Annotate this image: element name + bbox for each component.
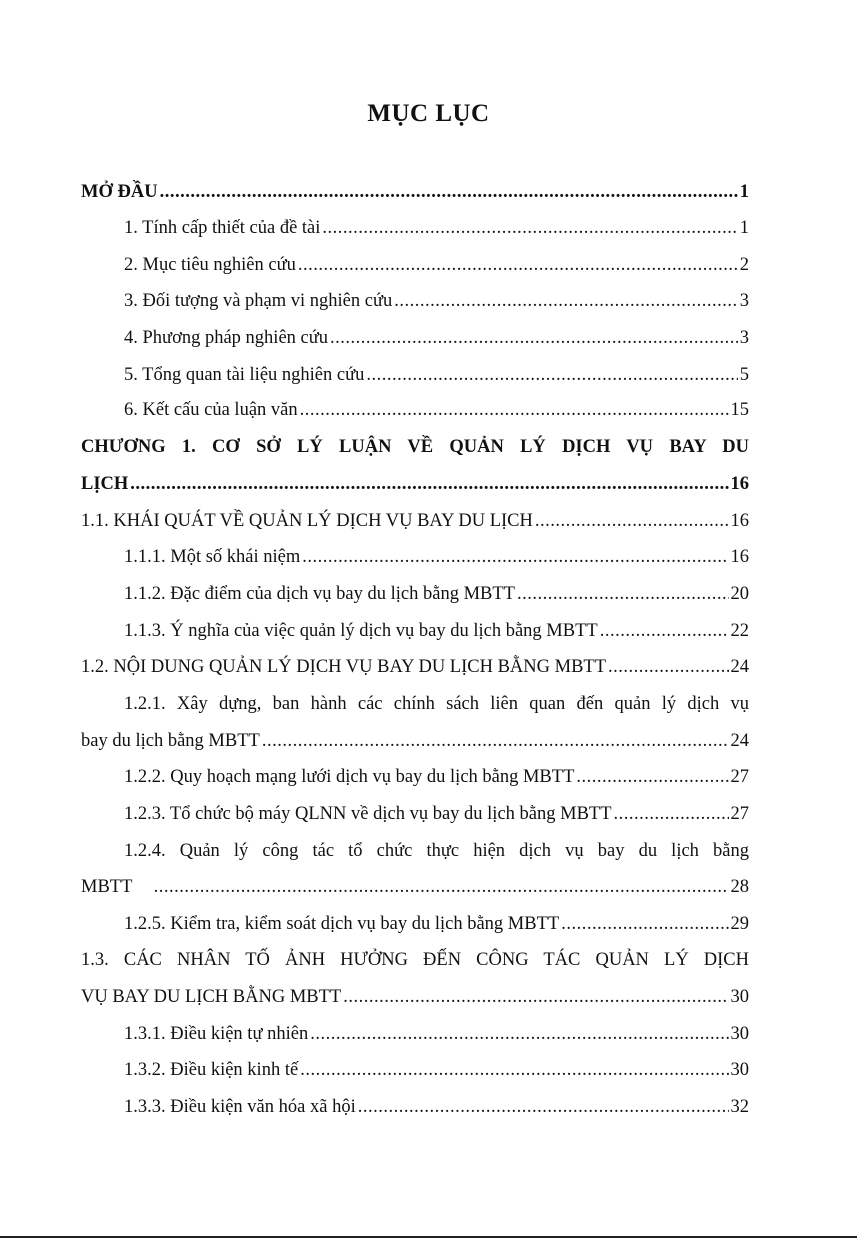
toc-entry-label: 1.3.2. Điều kiện kinh tế (124, 1060, 299, 1080)
toc-chapter-heading-line1[interactable]: CHƯƠNG 1. CƠ SỞ LÝ LUẬN VỀ QUẢN LÝ DỊCH VỤ BAY DU (81, 437, 749, 457)
toc-entry-page: 16 (730, 511, 749, 531)
toc-entry-page: 27 (730, 804, 749, 824)
dot-leader (262, 729, 729, 753)
toc-entry[interactable] (81, 765, 749, 789)
page-title: MỤC LỤC (367, 100, 490, 127)
toc-entry[interactable] (81, 545, 749, 569)
toc-entry[interactable] (81, 289, 749, 313)
toc-entry-label: 4. Phương pháp nghiên cứu (124, 328, 329, 348)
dot-leader (358, 1095, 729, 1119)
dot-leader (322, 216, 737, 240)
toc-entry-page: 30 (730, 1024, 749, 1044)
toc-entry-page: 22 (730, 621, 749, 641)
toc-entry-label: 1.2. NỘI DUNG QUẢN LÝ DỊCH VỤ BAY DU LỊCH BẰNG MBTT (81, 657, 607, 677)
toc-entry-page: 20 (730, 584, 749, 604)
toc-entry[interactable] (81, 619, 749, 643)
toc-entry-page: 3 (739, 291, 749, 311)
toc-entry-page: 15 (730, 400, 749, 420)
toc-entry-page: 30 (730, 987, 749, 1007)
toc-entry[interactable] (81, 398, 749, 422)
toc-entry-page: 27 (730, 767, 749, 787)
toc-entry-label: 1.1.2. Đặc điểm của dịch vụ bay du lịch bằng MBTT (124, 584, 515, 604)
toc-entry-line1[interactable]: 1.2.1. Xây dựng, ban hành các chính sách liên quan đến quản lý dịch vụ (124, 694, 749, 714)
toc-entry[interactable] (81, 802, 749, 826)
dot-leader (600, 619, 729, 643)
toc-entry-mo-dau[interactable] (81, 180, 749, 204)
toc-entry[interactable] (81, 582, 749, 606)
toc-entry-line1[interactable]: 1.2.4. Quản lý công tác tổ chức thực hiện dịch vụ bay du lịch bằng (124, 841, 749, 861)
toc-entry[interactable] (81, 1095, 749, 1119)
dot-leader (343, 985, 728, 1009)
toc-entry-label: 1.1. KHÁI QUÁT VỀ QUẢN LÝ DỊCH VỤ BAY DU LỊCH (81, 511, 533, 531)
toc-entry[interactable] (81, 326, 749, 350)
toc-entry-section[interactable] (81, 655, 749, 679)
toc-entry[interactable] (81, 216, 749, 240)
dot-leader (300, 1058, 728, 1082)
toc-entry-page: 24 (730, 657, 749, 677)
toc-entry-page: 1 (739, 182, 749, 202)
toc-entry-page: 32 (730, 1097, 749, 1117)
toc-entry-page: 24 (730, 731, 749, 751)
toc-entry-page: 28 (730, 877, 749, 897)
toc-entry-section[interactable] (81, 985, 749, 1009)
toc-entry-page: 1 (739, 218, 749, 238)
toc-entry-page: 3 (739, 328, 749, 348)
toc-entry[interactable] (81, 1058, 749, 1082)
toc-entry-label: 1.1.3. Ý nghĩa của việc quản lý dịch vụ bay du lịch bằng MBTT (124, 621, 598, 641)
dot-leader (561, 912, 728, 936)
dot-leader (310, 1022, 728, 1046)
toc-entry-label: 1.2.3. Tổ chức bộ máy QLNN về dịch vụ bay du lịch bằng MBTT (124, 804, 612, 824)
toc-entry-label: 1. Tính cấp thiết của đề tài (124, 218, 321, 238)
dot-leader (130, 472, 728, 496)
toc-entry-page: 2 (739, 255, 749, 275)
toc-entry[interactable] (81, 1022, 749, 1046)
dot-leader (576, 765, 728, 789)
dot-leader (394, 289, 738, 313)
toc-entry-page: 30 (730, 1060, 749, 1080)
toc-entry-label: LỊCH (81, 474, 129, 494)
toc-entry-chapter-1[interactable] (81, 472, 749, 496)
toc-entry[interactable] (81, 363, 749, 387)
toc-section-heading-line1[interactable]: 1.3. CÁC NHÂN TỐ ẢNH HƯỞNG ĐẾN CÔNG TÁC QUẢN LÝ DỊCH (81, 950, 749, 970)
dot-leader (154, 875, 729, 899)
dot-leader (298, 253, 738, 277)
toc-entry-label: 2. Mục tiêu nghiên cứu (124, 255, 296, 275)
toc-entry[interactable] (81, 912, 749, 936)
toc-entry-label: VỤ BAY DU LỊCH BẰNG MBTT (81, 987, 342, 1007)
toc-entry-page: 16 (730, 547, 749, 567)
toc-entry-label: MBTT (81, 877, 133, 897)
toc-entry-label: 3. Đối tượng và phạm vi nghiên cứu (124, 291, 393, 311)
toc-entry-label: 1.1.1. Một số khái niệm (124, 547, 301, 567)
toc-entry-page: 16 (730, 474, 749, 494)
toc-entry-label: 1.2.5. Kiểm tra, kiểm soát dịch vụ bay du lịch bằng MBTT (124, 914, 560, 934)
toc-entry-label: 1.2.2. Quy hoạch mạng lưới dịch vụ bay du lịch bằng MBTT (124, 767, 575, 787)
toc-entry[interactable] (81, 729, 749, 753)
dot-leader (517, 582, 729, 606)
page-bottom-border (0, 1236, 857, 1238)
toc-entry-label: MỞ ĐẦU (81, 182, 158, 202)
dot-leader (330, 326, 738, 350)
toc-entry-label: 1.3.3. Điều kiện văn hóa xã hội (124, 1097, 356, 1117)
dot-leader (302, 545, 728, 569)
dot-leader (160, 180, 738, 204)
toc-entry-label: bay du lịch bằng MBTT (81, 731, 260, 751)
toc-entry[interactable] (81, 253, 749, 277)
toc-entry-page: 5 (739, 365, 749, 385)
toc-entry-section[interactable] (81, 509, 749, 533)
toc-entry-label: 1.3.1. Điều kiện tự nhiên (124, 1024, 309, 1044)
dot-leader (300, 398, 729, 422)
dot-leader (535, 509, 729, 533)
toc-entry[interactable] (81, 875, 749, 899)
dot-leader (608, 655, 728, 679)
dot-leader (366, 363, 737, 387)
toc-entry-label: 5. Tổng quan tài liệu nghiên cứu (124, 365, 365, 385)
dot-leader (614, 802, 729, 826)
toc-entry-page: 29 (730, 914, 749, 934)
toc-entry-label: 6. Kết cấu của luận văn (124, 400, 298, 420)
